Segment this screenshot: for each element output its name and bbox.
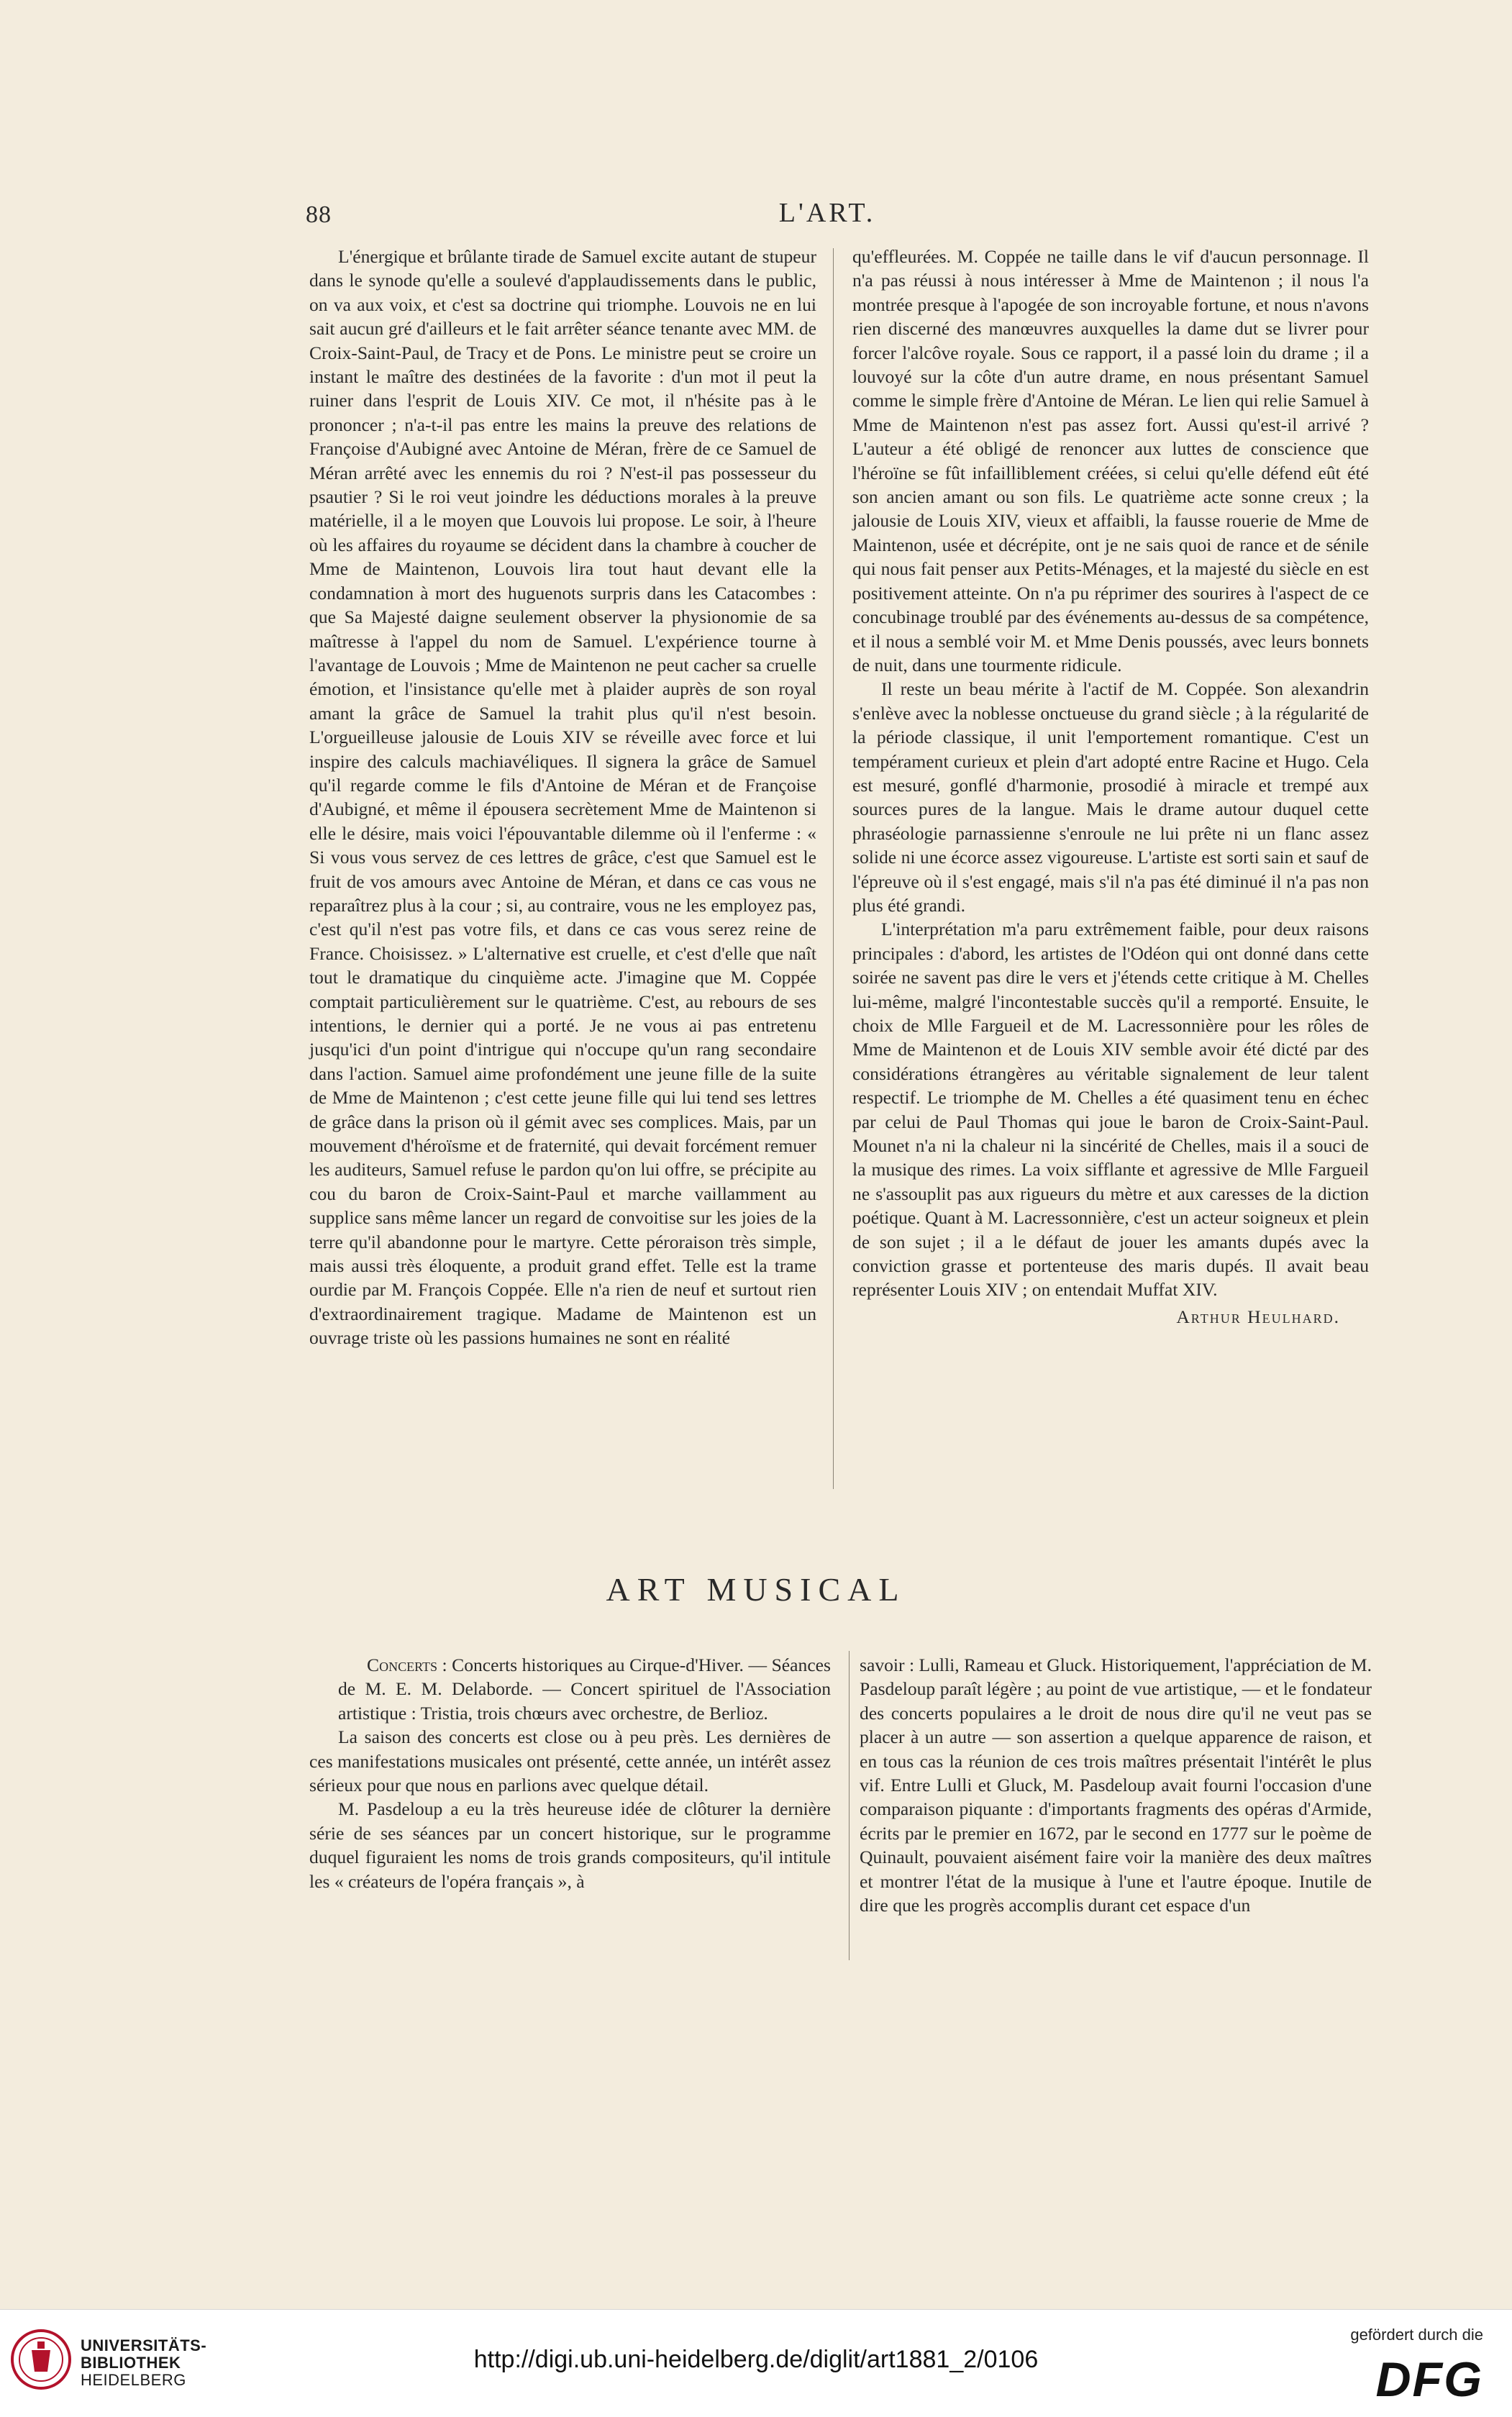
running-head: L'ART. <box>778 198 876 228</box>
article-right-column <box>852 245 1369 1329</box>
column-rule <box>849 1651 850 1960</box>
section-title: ART MUSICAL <box>606 1571 906 1608</box>
music-left-column <box>309 1653 831 1893</box>
funding-label: gefördert durch die <box>1350 2326 1483 2344</box>
article-paragraph: qu'effleurées. M. Coppée ne taille dans le vif d'aucun personnage. Il n'a pas réussi à nous intéresser à Mme de Maintenon ; il nous l'a montrée presque à l'apogée de son incroyable fortune, et nous n'avons rien discerné des manœuvres auxquelles la dame dut se livrer pour forcer l'alcôve royale. Sous ce rapport, il a passé loin du drame ; il a louvoyé sur la côte d'un autre drame, en nous présentant Samuel comme le simple frère d'Antoine de Méran. Le lien qui relie Samuel à Mme de Maintenon n'est pas assez fort. Aussi qu'est-il arrivé ? L'auteur a été obligé de renoncer aux luttes de conscience que l'héroïne se fût infailliblement créées, si celui qu'elle défend eût été son ancien amant ou son fils. Le quatrième acte sonne creux ; la jalousie de Louis XIV, vieux et affaibli, la fausse rouerie de Mme de Maintenon, usée et décrépite, ont je ne sais quoi de rance et de sénile qui nous fait penser aux Petits-Ménages, et la majesté du siècle en est positivement atteinte. On n'a pu réprimer des sourires à l'aspect de ce concubinage troublé par des événements au-dessus de sa compétence, et il nous a semblé voir M. et Mme Denis poussés, avec leurs bonnets de nuit, dans une tourmente ridicule. <box>852 246 1369 675</box>
author-signature: Arthur Heulhard. <box>1176 1306 1340 1327</box>
dfg-logo: DFG <box>1375 2352 1483 2407</box>
summary-label: Concerts <box>367 1654 438 1675</box>
article-left-column <box>309 245 816 1350</box>
page-number: 88 <box>306 201 332 228</box>
music-paragraph: La saison des concerts est close ou à peu près. Les dernières de ces manifestations musicales ont présenté, cette année, un intérêt assez sérieux pour que nous en parlions avec quelque détail. <box>309 1726 831 1796</box>
page-url-link[interactable]: http://digi.ub.uni-heidelberg.de/diglit/art1881_2/0106 <box>473 2346 1039 2373</box>
university-name-line: BIBLIOTHEK <box>81 2354 181 2372</box>
university-name-line: HEIDELBERG <box>81 2371 186 2389</box>
university-name-line: UNIVERSITÄTS- <box>81 2336 207 2354</box>
summary-text: : Concerts historiques au Cirque-d'Hiver. — Séances de M. E. M. Delaborde. — Concert spirituel de l'Association artistique : Tristia, trois chœurs avec orchestre, de Berlioz. <box>338 1654 831 1724</box>
music-paragraph: savoir : Lulli, Rameau et Gluck. Historiquement, l'appréciation de M. Pasdeloup paraît légère ; au point de vue artistique, — et le fondateur des concerts populaires a le droit de nous dire qu'il ne veut pas se placer à un autre — son assertion a quelque apparence de raison, et en tous cas la réunion de ces trois maîtres présentait l'intérêt le plus vif. Entre Lulli et Gluck, M. Pasdeloup avait fourni l'occasion d'une comparaison piquante : d'importants fragments des opéras d'Armide, écrits par le premier en 1672, par le second en 1777 sur le poème de Quinault, pouvaient aisément faire voir la manière des deux maîtres et montrer l'état de la musique à l'une et l'autre époque. Inutile de dire que les progrès accomplis durant cet espace d'un <box>860 1654 1372 1916</box>
viewer-footer <box>0 2309 1512 2417</box>
music-right-column <box>860 1653 1372 1917</box>
article-paragraph: Il reste un beau mérite à l'actif de M. Coppée. Son alexandrin s'enlève avec la noblesse onctueuse du grand siècle ; à la régularité de la période classique, il unit l'emportement romantique. C'est un tempérament curieux et plein d'art adopté entre Racine et Hugo. Cela est mesuré, gonflé d'harmonie, prosodié à miracle et trempé aux sources pures de la langue. Mais le drame autour duquel cette phraséologie parnassienne s'enroule ne lui prête ni un flanc assez solide ni une écorce assez vigoureuse. L'artiste est sorti sain et sauf de l'épreuve où il s'est engagé, mais s'il n'a pas été diminué il n'a pas non plus été grandi. <box>852 678 1369 916</box>
music-paragraph: M. Pasdeloup a eu la très heureuse idée de clôturer la dernière série de ses séances par un concert historique, sur le programme duquel figuraient les noms de trois grands compositeurs, qu'il intitule les « créateurs de l'opéra français », à <box>309 1798 831 1892</box>
section-summary <box>309 1653 831 1725</box>
article-paragraph: L'interprétation m'a paru extrêmement faible, pour deux raisons principales : d'abord, les artistes de l'Odéon qui ont donné dans cette soirée ne savent pas dire le vers et j'étends cette critique à M. Chelles lui-même, malgré l'incontestable succès qu'il a remporté. Ensuite, le choix de Mlle Fargueil et de M. Lacressonnière pour les rôles de Mme de Maintenon et de Louis XIV semble avoir été dicté par des considérations étrangères au véritable signalement de leur talent respectif. Le triomphe de M. Chelles a été quasiment tenu en échec par celui de Paul Thomas qui joue le baron de Croix-Saint-Paul. Mounet n'a ni la chaleur ni la sincérité de Chelles, mais il a souci de la musique des rimes. La voix sifflante et agressive de Mlle Fargueil ne s'assouplit pas aux rigueurs du mètre et aux caresses de la diction poétique. Quant à M. Lacressonnière, c'est un acteur soigneux et plein de son sujet ; il a le défaut de jouer les amants dupés avec la conviction grasse et portenteuse des maris dupés. Il avait beau représenter Louis XIV ; on entendait Muffat XIV. <box>852 919 1369 1301</box>
column-rule <box>833 248 834 1489</box>
article-paragraph: L'énergique et brûlante tirade de Samuel excite autant de stupeur dans le synode qu'elle a soulevé d'applaudissements dans le public, on va aux voix, et c'est sa doctrine qui triomphe. Louvois ne en lui sait aucun gré d'ailleurs et le fait arrêter séance tenante avec MM. de Croix-Saint-Paul, de Tracy et de Pons. Le ministre peut se croire un instant le maître des destinées de la favorite : d'un mot il peut la ruiner dans l'esprit de Louis XIV. Ce mot, il n'hésite pas à le prononcer ; n'a-t-il pas entre les mains la preuve des relations de Françoise d'Aubigné avec Antoine de Méran, frère de ce Samuel de Méran arrêté avec les ennemis du roi ? N'est-il pas possesseur du psautier ? Si le roi veut joindre les déductions morales à la preuve matérielle, il a le moyen que Louvois lui propose. Le soir, à l'heure où les affaires du royaume se décident dans la chambre à coucher de Mme de Maintenon, Louvois lira tout haut devant elle la condamnation à mort des huguenots surpris dans les Catacombes : que Sa Majesté daigne seulement observer la physionomie de sa maîtresse à l'appel du nom de Samuel. L'expérience tourne à l'avantage de Louvois ; Mme de Maintenon ne peut cacher sa cruelle émotion, et l'insistance qu'elle met à plaider auprès de son royal amant la grâce de Samuel la trahit plus qu'il n'est besoin. L'orgueilleuse jalousie de Louis XIV se réveille avec force et lui inspire des calculs machiavéliques. Il signera la grâce de Samuel qu'il regarde comme le fils d'Antoine de Méran et de Françoise d'Aubigné, et même il épousera secrètement Mme de Maintenon si elle le désire, mais voici l'épouvantable dilemme où il l'enferme : « Si vous vous servez de ces lettres de grâce, c'est que Samuel est le fruit de vos amours avec Antoine de Méran, et dans ce cas vous ne reparaîtrez plus à la cour ; si, au contraire, vous ne les employez pas, c'est qu'il n'est pas votre fils, et dans ce cas vous serez reine de France. Choisissez. » L'alternative est cruelle, et c'est d'elle que naît tout le dramatique du cinquième acte. J'imagine que M. Coppée comptait particulièrement sur le quatrième. C'est, au rebours de ses intentions, le dernier qui a porté. Je ne vous ai pas entretenu jusqu'ici d'un point d'intrigue qui n'occupe qu'un rang secondaire dans l'action. Samuel aime profondément une jeune fille de la suite de Mme de Maintenon ; c'est cette jeune fille qui lui tend ses lettres de grâce dans la prison où il gémit avec ses complices. Mais, par un mouvement d'héroïsme et de fraternité, qui devait forcément remuer les auditeurs, Samuel refuse le pardon qu'on lui offre, se précipite au cou du baron de Croix-Saint-Paul et marche vaillamment au supplice sans même lancer un regard de convoitise sur les joies de la terre qu'il abandonne pour le martyre. Cette péroraison très simple, mais aussi très éloquente, a produit grand effet. Telle est la trame ourdie par M. François Coppée. Elle n'a rien de neuf et surtout rien d'extraordinairement tragique. Madame de Maintenon est un ouvrage triste où les passions humaines ne sont en réalité <box>309 246 816 1349</box>
